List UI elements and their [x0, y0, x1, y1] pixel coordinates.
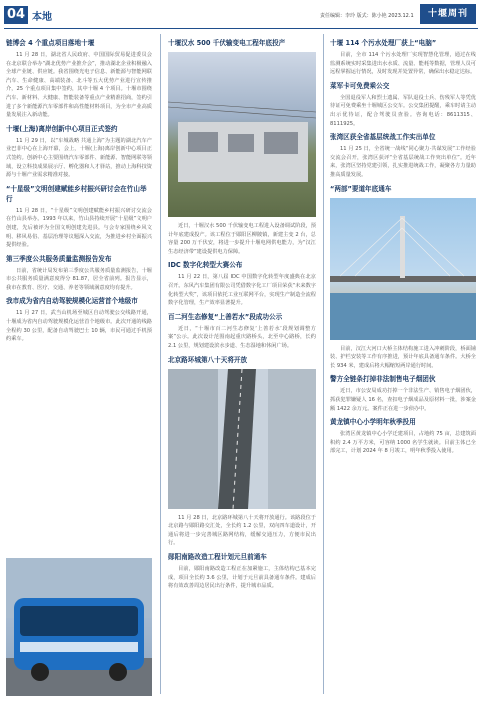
article-body: 全国退役军人和烈士遗属、军队退役士兵、伤残军人等凭优待证可免费乘坐十堰城区公交车。公交集团提醒，乘车时请主动出示优待证，配合驾驶员查验。咨询电话：8611315、8111925。 [330, 94, 476, 127]
article-headline: “两部”要道年底通车 [330, 184, 392, 193]
article-body: 目前，全市 114 个污水处理厂实现智慧化管理，通过在线监测系统实时采集进出水水质、流量、能耗等数据，管理人员可远程掌握运行情况，及时发现并处置异常，确保出水稳定达标。 [330, 52, 476, 76]
article-headline: 菜军卡可免费乘公交 [330, 81, 390, 90]
article-headline: 第三季度公共服务质量监测报告发布 [6, 254, 112, 263]
article-headline: 张湾区获全省基层统战工作实出单位 [330, 133, 436, 142]
article [330, 417, 476, 456]
article-headline: 链博会 4 个重点项目落地十堰 [6, 39, 95, 47]
article [330, 374, 476, 413]
article-headline: 北京路环城第八十天将开放 [168, 355, 248, 364]
section-title: 本地 [32, 12, 52, 23]
article-body: 11 月 28 日，北京路环城第八十天将开放通行。该路段位于北京路与郧阳路交汇处，全长约 1.2 公里，双向四车道设计，开通后将进一步完善城区路网结构，缓解交通压力，方便市民出行。 [168, 514, 316, 547]
article-body: 目前，郧阳南路改造工程正在加紧施工，主体结构已基本完成，项目全长约 3.6 公里，计划于元旦前具备通车条件。建成后将有效改善周边居民出行条件，提升城市品质。 [168, 565, 316, 590]
article-headline: 黄龙镇中心小学明年秋季投用 [330, 418, 416, 427]
article [330, 38, 476, 77]
article-body: 近日，“十堰市百二河生态修复‘上善若水’段规划调整方案”公示。此次设计范围南起重庆路桥头，北至中心路桥，长约 2.1 公里，规划建设滨水步道、生态湿地和休闲广场。 [168, 325, 316, 349]
article-headline: IDC 数字化转型大赛公布 [168, 261, 243, 270]
column-left [6, 34, 152, 698]
column-middle [168, 34, 316, 698]
article-body: 近日，市公安局成功打掉一个非法生产、销售电子烟团伙，抓获犯罪嫌疑人 16 名，查扣电子烟成品及原材料一批，涉案金额 1422 余万元。案件正在进一步侦办中。 [330, 388, 476, 412]
article [6, 38, 152, 120]
article-body: 11 月 29 日，以“车城战略 共通上海”为主题的湖北汽车产业巴菲中心在上海开幕，会上，十堰(上海)离岸创新中心项目正式签约。创新中心主要围绕汽车零部件、新能源、智能网联等领域，设立科技成果展示厅、孵化器和人才驿站，推动上海科技资源与十堰产业需求精准对接。 [6, 137, 152, 179]
article [330, 184, 476, 371]
article-headline: 我市成为省内自动驾驶规模化运营首个地级市 [6, 297, 138, 306]
bridge-photo [330, 198, 476, 340]
article [6, 124, 152, 180]
article [168, 355, 316, 548]
article [168, 552, 316, 591]
page-number: 04 [4, 6, 28, 24]
column-right [330, 34, 476, 698]
article-body: 11 月 28 日，“十星级”文明创建赋能乡村振兴研讨交流会在竹山县举办。1993 年以来，竹山县持续开展“十星级”文明户创建，先后被评为全国文明创建先进县。与会专家围绕乡风文明、移风易俗、基层治理等议题深入交流，为推进乡村全面振兴提供经验。 [6, 207, 152, 249]
article-body: 11 月 22 日，第八届 IDC 中国数字化转型年度盛典在北京召开。东风汽车集团有限公司凭借数字化工厂项目荣获“未来数字化转型大奖”，该项目依托工业互联网平台，实现生产制造全流程数字化管理，生产效率显著提升。 [168, 274, 316, 307]
article-body: 近日，十堰汉水 500 千伏输变电工程进入设备调试阶段，预计年底建成投产。该工程位于郧阳区柳陂镇，新建主变 2 台，总容量 200 万千伏安，将进一步提升十堰电网供电能力，为“汉江生态经济带”建设提供电力保障。 [168, 223, 316, 255]
column-divider [323, 34, 324, 694]
header-rule [4, 28, 478, 29]
article-headline: 十堰(上海)离岸创新中心项目正式签约 [6, 124, 118, 133]
article [330, 81, 476, 128]
article-headline: 警方全链条打掉非法制售电子烟团伙 [330, 375, 436, 384]
article-headline: 郧阳南路改造工程计划元旦前通车 [168, 552, 267, 561]
article [330, 132, 476, 179]
article-body: 11 月 27 日，武当山机场至城区自动驾驶公交线路开通，十堰成为省内自动驾驶规模化运营首个地级市。此次开通的线路全程约 30 公里，配备自动驾驶巴士 10 辆，市民可通过手机预约乘车。 [6, 310, 152, 343]
article-headline: 十堰汉水 500 千伏输变电工程年底投产 [168, 39, 286, 47]
page-header [0, 0, 482, 28]
article-body: 11 月 28 日，湖北省人民政府、中国国际贸易促进委员会在北京联合举办“湖北优势产业推介会”，推动湖北企业积极融入全球产业链、供应链。我省围绕光电子信息、新能源与智能网联汽车、生命健康、高端装备、北斗等五大优势产业进行宣传推介，25 个重点项目集中签约，其中十堰 4 个项目。十堰市围绕汽车、新材料、大健康、智能装备等重点产业精准招商，签约引进了多个新能源汽车零部件和高性能材料项目，为全市产业高质量发展注入新动能。 [6, 52, 152, 119]
article-headline: “十星级”文明创建赋能乡村振兴研讨会在竹山举行 [6, 184, 147, 203]
article [168, 260, 316, 307]
bus-photo [6, 558, 152, 696]
article-body: 日前，省统计局发布第三季度公共服务质量监测报告，十堰市公共服务质量满意度得分 81.87，居全省前列。报告显示，我市在教育、医疗、交通、养老等领域满意度均有提升。 [6, 267, 152, 291]
article [6, 184, 152, 250]
article-body: 11 月 25 日，全省统一战线“同心聚力·共谋发展”工作经验交流会召开，张湾区获评“全省基层统战工作突出单位”。近年来，张湾区坚持党建引领，扎实推进统战工作，凝聚各方力量助推高质量发展。 [330, 146, 476, 178]
substation-photo [168, 52, 316, 217]
article [6, 296, 152, 343]
article [6, 254, 152, 293]
article-headline: 十堰 114 个污水处理厂获上“电脑” [330, 39, 437, 47]
column-divider [160, 34, 161, 694]
article [168, 38, 316, 256]
article-headline: 百二河生态修复“上善若水”段成功公示 [168, 312, 283, 321]
newspaper-logo: 十堰周刊 [420, 4, 476, 24]
article-body: 目前，汉江大河口大桥主体结构施工进入冲刺阶段，桥面铺装、护栏安装等工作有序推进，预计年底具备通车条件。大桥全长 934 米，建成后将大幅缩短两岸通行时间。 [330, 345, 476, 369]
article [168, 312, 316, 351]
article-body: 张湾区黄龙镇中心小学迁建项目，占地约 75 亩，总建筑面积约 2.4 万平方米，可容纳 1000 名学生就读。目前主体已全部完工，计划 2024 年 8 月竣工，明年秋季投入使用。 [330, 431, 476, 455]
editor-meta: 责任编辑：李玲 版式：陈小艳 2023.12.1 [320, 13, 414, 19]
road-aerial-photo [168, 369, 316, 509]
